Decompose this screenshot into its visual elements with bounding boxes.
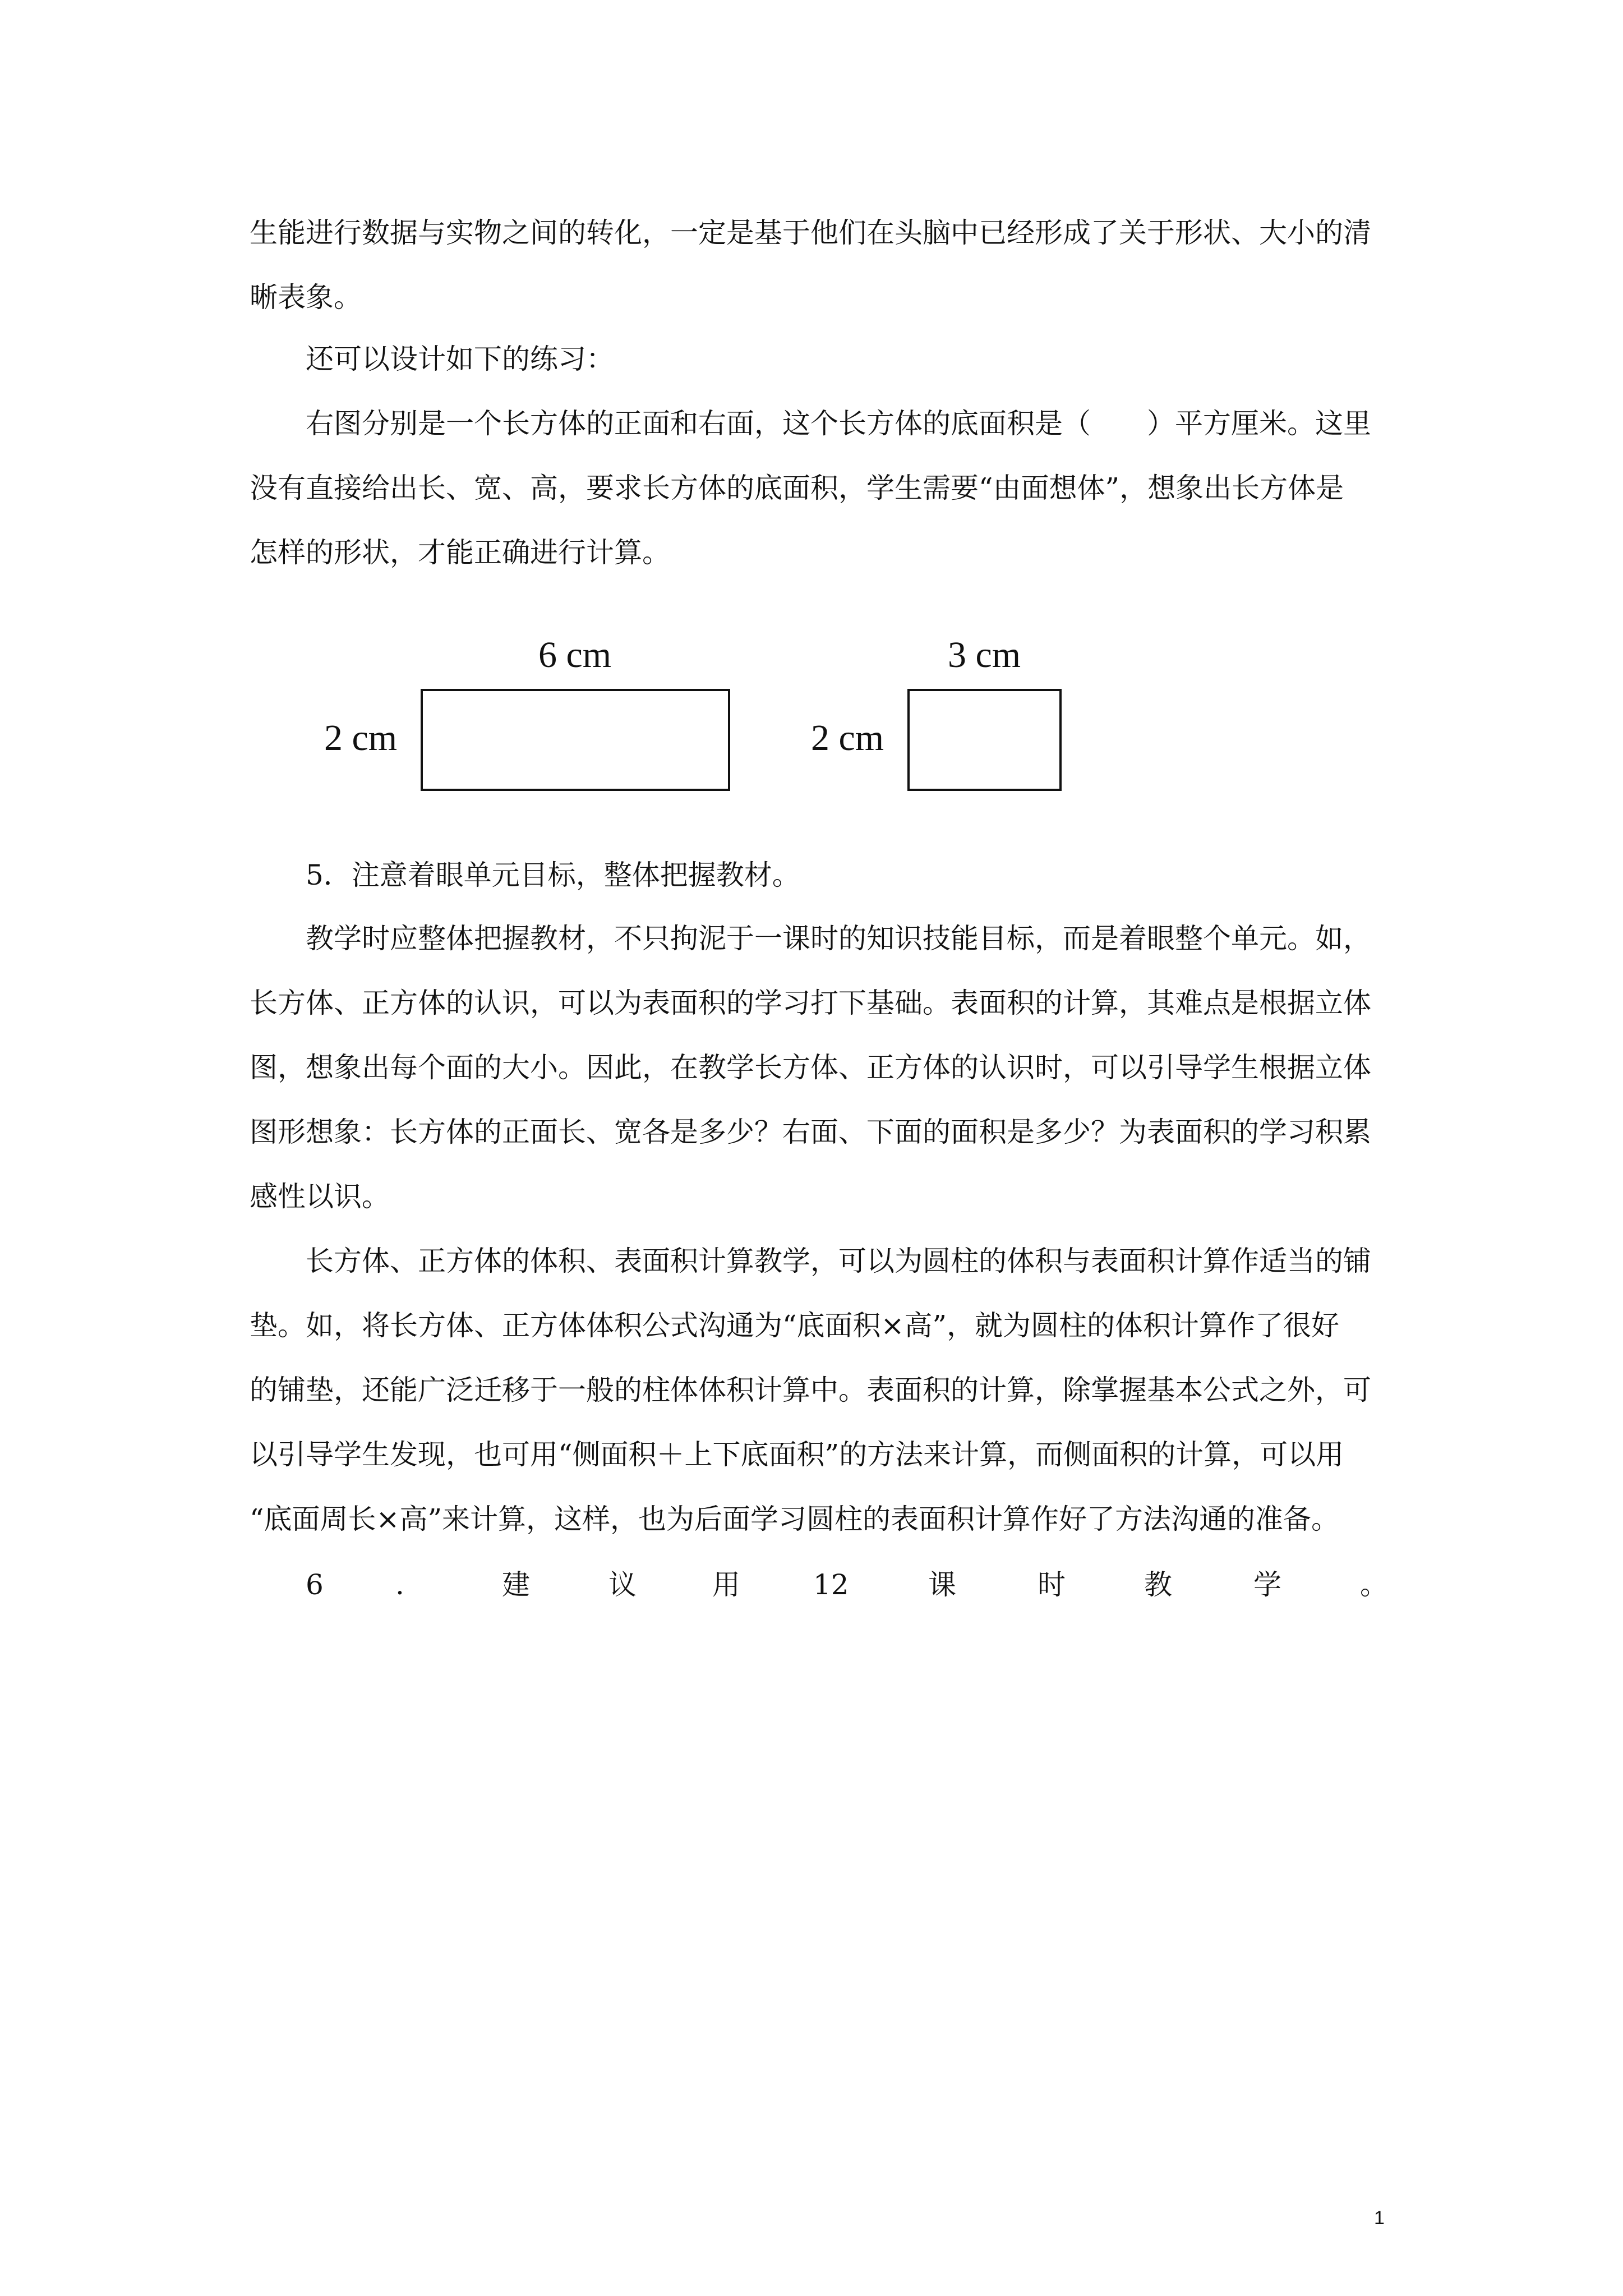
rect1-top-label: 6 cm bbox=[538, 634, 612, 675]
right-face-rectangle bbox=[907, 689, 1062, 791]
text-line: 没有直接给出长、宽、高，要求长方体的底面积，学生需要“由面想体”，想象出长方体是 bbox=[250, 472, 1344, 504]
text-line: 垫。如，将长方体、正方体体积公式沟通为“底面积×高”，就为圆柱的体积计算作了很好 bbox=[250, 1309, 1340, 1342]
token: 教 bbox=[1144, 1568, 1172, 1601]
rect2-top-label: 3 cm bbox=[948, 634, 1021, 675]
text-line: 还可以设计如下的练习： bbox=[306, 343, 614, 375]
token: 6 bbox=[306, 1568, 324, 1601]
token: 时 bbox=[1038, 1568, 1066, 1601]
token: 学 bbox=[1253, 1568, 1281, 1601]
section-heading: 5．注意着眼单元目标，整体把握教材。 bbox=[306, 859, 800, 891]
text-line: “底面周长×高”来计算，这样，也为后面学习圆柱的表面积计算作好了方法沟通的准备。 bbox=[250, 1503, 1340, 1535]
rect2-side-label: 2 cm bbox=[811, 717, 884, 758]
text-line: 以引导学生发现，也可用“侧面积＋上下底面积”的方法来计算，而侧面积的计算，可以用 bbox=[250, 1438, 1344, 1471]
text-line: 的铺垫，还能广泛迁移于一般的柱体体积计算中。表面积的计算，除掌握基本公式之外，可 bbox=[250, 1374, 1371, 1406]
justified-line bbox=[0, 1568, 1623, 1604]
text-line: 教学时应整体把握教材，不只拘泥于一课时的知识技能目标，而是着眼整个单元。如， bbox=[306, 922, 1371, 955]
text-line: 图形想象：长方体的正面长、宽各是多少？右面、下面的面积是多少？为表面积的学习积累 bbox=[250, 1116, 1371, 1148]
text-line: 图，想象出每个面的大小。因此，在教学长方体、正方体的认识时，可以引导学生根据立体 bbox=[250, 1051, 1371, 1084]
text-line: 长方体、正方体的认识，可以为表面积的学习打下基础。表面积的计算，其难点是根据立体 bbox=[250, 987, 1371, 1019]
rect1-side-label: 2 cm bbox=[324, 717, 398, 758]
token: 课 bbox=[928, 1568, 956, 1601]
page-number: 1 bbox=[1374, 2207, 1385, 2229]
token: 。 bbox=[1360, 1568, 1388, 1601]
text-line: 怎样的形状，才能正确进行计算。 bbox=[250, 536, 670, 569]
token: 议 bbox=[608, 1568, 637, 1601]
token: . bbox=[395, 1568, 404, 1601]
text-line: 晰表象。 bbox=[250, 281, 362, 314]
text-line: 生能进行数据与实物之间的转化，一定是基于他们在头脑中已经形成了关于形状、大小的清 bbox=[250, 217, 1371, 249]
token: 用 bbox=[712, 1568, 740, 1601]
text-line: 长方体、正方体的体积、表面积计算教学，可以为圆柱的体积与表面积计算作适当的铺 bbox=[306, 1245, 1371, 1277]
front-face-rectangle bbox=[421, 689, 730, 791]
text-line: 右图分别是一个长方体的正面和右面，这个长方体的底面积是（ ）平方厘米。这里 bbox=[306, 407, 1371, 440]
token: 12 bbox=[813, 1568, 849, 1601]
token: 建 bbox=[502, 1568, 530, 1601]
text-line: 感性以识。 bbox=[250, 1180, 390, 1213]
